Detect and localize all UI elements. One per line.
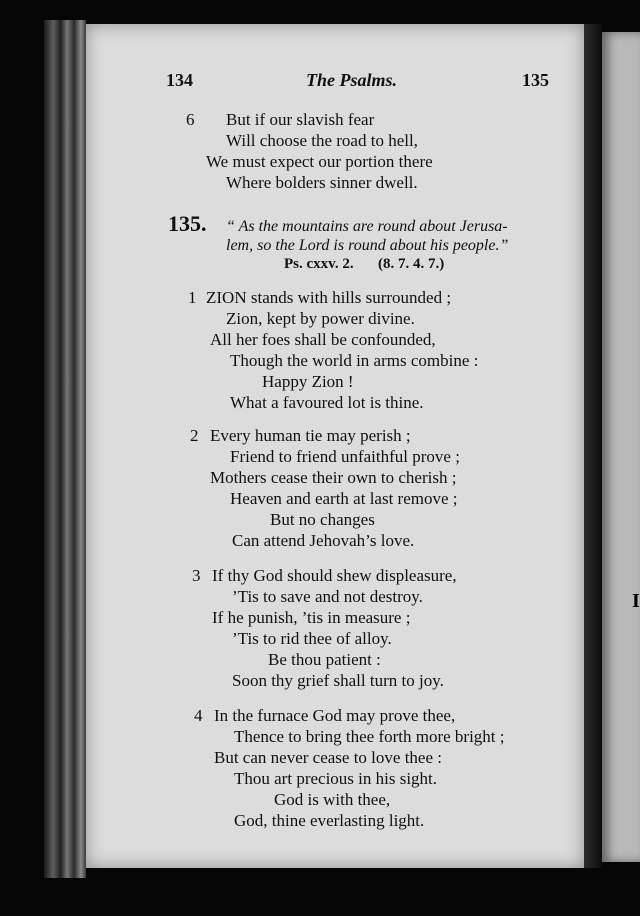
verse-line: All her foes shall be confounded,: [210, 330, 436, 349]
verse-line: ’Tis to save and not destroy.: [232, 587, 423, 606]
left-page-number: 134: [166, 70, 193, 90]
verse-line: God, thine everlasting light.: [234, 811, 425, 830]
page-gutter: [584, 24, 602, 868]
verse-line: Though the world in arms combine :: [230, 351, 479, 370]
hymn-number: 135.: [168, 211, 207, 236]
verse-line: Thence to bring thee forth more bright ;: [234, 727, 505, 746]
epigraph-line: “ As the mountains are round about Jerusa-: [226, 218, 508, 235]
verse-number: 2: [190, 426, 199, 445]
verse-number: 1: [188, 288, 197, 307]
next-page-fragment: I: [632, 590, 640, 612]
book-binding: [44, 20, 86, 878]
verse-line: Be thou patient :: [268, 650, 381, 669]
verse-line: Mothers cease their own to cherish ;: [210, 468, 457, 487]
verse-line: Will choose the road to hell,: [226, 131, 418, 150]
verse-line: Heaven and earth at last remove ;: [230, 489, 458, 508]
verse-line: If thy God should shew displeasure,: [212, 566, 457, 585]
running-title: The Psalms.: [306, 70, 398, 90]
verse-line: Where bolders sinner dwell.: [226, 173, 418, 192]
verse-line: What a favoured lot is thine.: [230, 393, 424, 412]
verse-number: 6: [186, 110, 195, 129]
verse-line: God is with thee,: [274, 790, 391, 809]
verse-line: But if our slavish fear: [226, 110, 375, 129]
verse-number: 4: [194, 706, 203, 725]
verse-line: Thou art precious in his sight.: [234, 769, 438, 788]
verse-line: Can attend Jehovah’s love.: [232, 531, 415, 550]
verse-line: We must expect our portion there: [206, 152, 433, 171]
verse-line: Soon thy grief shall turn to joy.: [232, 671, 444, 690]
verse-line: ’Tis to rid thee of alloy.: [232, 629, 392, 648]
right-page-number: 135: [522, 70, 549, 90]
book-page: [86, 24, 584, 868]
verse-line: ZION stands with hills surrounded ;: [206, 288, 452, 307]
epigraph-line: lem, so the Lord is round about his people.”: [226, 237, 509, 254]
verse-number: 3: [192, 566, 201, 585]
verse-line: Friend to friend unfaithful prove ;: [230, 447, 460, 466]
next-page-edge: [602, 32, 640, 862]
verse-line: Every human tie may perish ;: [210, 426, 411, 445]
verse-line: Happy Zion !: [262, 372, 354, 391]
verse-line: But no changes: [270, 510, 375, 529]
verse-line: If he punish, ’tis in measure ;: [212, 608, 411, 627]
verse-line: Zion, kept by power divine.: [226, 309, 415, 328]
meter: (8. 7. 4. 7.): [378, 256, 445, 272]
scripture-reference: Ps. cxxv. 2.: [284, 256, 354, 272]
verse-line: But can never cease to love thee :: [214, 748, 442, 767]
verse-line: In the furnace God may prove thee,: [214, 706, 456, 725]
